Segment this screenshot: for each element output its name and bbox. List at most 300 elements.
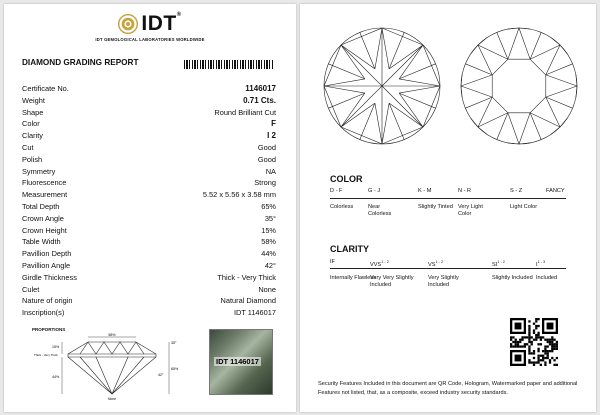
qr-module — [521, 339, 523, 341]
spec-value: Thick - Very Thick — [217, 272, 276, 282]
color-description-text: Colorless — [330, 204, 354, 210]
prop-girdle-label: Thick - Very Thick — [34, 353, 58, 357]
prop-total-depth-label: 65% — [171, 367, 179, 371]
qr-module — [551, 357, 553, 359]
logo-text: IDT® — [141, 12, 182, 35]
facet-line — [399, 79, 440, 86]
qr-module — [544, 361, 546, 363]
qr-module — [544, 348, 546, 350]
spec-value: Good — [257, 154, 276, 164]
spec-value: Strong — [254, 178, 276, 188]
prop-table-label: 58% — [108, 333, 116, 337]
qr-module — [547, 341, 549, 343]
facet-line — [546, 97, 560, 127]
qr-module — [528, 352, 530, 354]
color-description — [330, 204, 366, 211]
qr-module — [535, 361, 537, 363]
spec-row — [22, 177, 276, 189]
qr-module — [528, 339, 530, 341]
prop-pavilion-depth-label: 44% — [52, 375, 60, 379]
clarity-description-text: Slightly Included — [492, 275, 533, 281]
color-grade-text: FANCY — [546, 188, 565, 194]
qr-module — [531, 361, 533, 363]
spec-value: 42° — [264, 260, 276, 270]
clarity-grade-text: SI — [492, 261, 498, 268]
qr-module — [547, 339, 549, 341]
qr-module — [510, 336, 512, 338]
color-description — [510, 204, 546, 211]
spec-row — [22, 272, 276, 284]
facet-line — [497, 32, 508, 59]
qr-module — [542, 355, 544, 357]
qr-module — [528, 341, 530, 343]
color-scale-divider — [330, 198, 566, 199]
spec-label: Pavillion Angle — [22, 260, 71, 270]
qr-code[interactable] — [510, 318, 558, 366]
spec-label: Total Depth — [22, 201, 60, 211]
qr-module — [528, 336, 530, 338]
qr-module — [542, 357, 544, 359]
qr-module — [531, 336, 533, 338]
spec-row — [22, 295, 276, 307]
qr-module — [512, 336, 514, 338]
qr-module — [524, 343, 526, 345]
facet-line — [324, 79, 365, 86]
qr-module — [521, 336, 523, 338]
qr-module — [528, 329, 530, 331]
qr-module — [537, 332, 539, 334]
qr-module — [551, 341, 553, 343]
qr-module — [544, 339, 546, 341]
qr-module — [515, 341, 517, 343]
color-grade — [458, 188, 502, 195]
qr-module — [533, 352, 535, 354]
qr-module — [544, 350, 546, 352]
facet-line — [478, 127, 487, 134]
qr-module — [537, 361, 539, 363]
qr-module — [540, 355, 542, 357]
qr-module — [524, 345, 526, 347]
qr-module — [512, 345, 514, 347]
spec-label: Culet — [22, 284, 40, 294]
color-description-text: Near Colorless — [368, 204, 392, 217]
spec-row — [22, 142, 276, 154]
qr-module — [537, 334, 539, 336]
clarity-description-text: Very Very Slightly Included — [370, 275, 414, 288]
spec-row — [22, 213, 276, 225]
qr-module — [549, 361, 551, 363]
spec-row — [22, 236, 276, 248]
qr-module — [540, 339, 542, 341]
facet-line — [478, 97, 492, 127]
spec-label: Table Width — [22, 237, 61, 247]
spec-value: Good — [257, 142, 276, 152]
qr-module — [535, 339, 537, 341]
clarity-grade-text: VS — [428, 261, 436, 268]
facet-line — [461, 86, 492, 97]
barcode — [184, 60, 274, 69]
qr-module — [535, 325, 537, 327]
qr-module — [549, 350, 551, 352]
facet-line — [478, 38, 487, 45]
color-description — [458, 204, 494, 218]
qr-module — [537, 357, 539, 359]
qr-module — [547, 357, 549, 359]
qr-module — [528, 332, 530, 334]
qr-module — [537, 318, 539, 320]
prop-culet-label: None — [107, 397, 117, 401]
qr-module — [531, 341, 533, 343]
facet-line — [508, 113, 519, 144]
pavilion-plot-diagram — [457, 24, 581, 148]
qr-module — [547, 352, 549, 354]
qr-module — [528, 359, 530, 361]
qr-module — [551, 348, 553, 350]
clarity-grade-text: IF — [330, 259, 335, 265]
qr-module — [535, 320, 537, 322]
spec-label: Weight — [22, 95, 45, 105]
qr-module — [553, 348, 555, 350]
qr-module — [512, 341, 514, 343]
security-footer: Security Features Included in this document are QR Code, Hologram, Watermarked paper and additional Features not listed, that, as a composite, exceed industry security standards. — [318, 381, 578, 396]
logo-subtitle: IDT GEMOLOGICAL LABORATORIES WORLDWIDE — [95, 37, 205, 42]
spec-value: 58% — [261, 237, 276, 247]
qr-module — [526, 336, 528, 338]
spec-row — [22, 225, 276, 237]
color-description-text: Very Light Color — [458, 204, 483, 217]
facet-line — [341, 86, 382, 127]
qr-module — [547, 345, 549, 347]
color-grade — [546, 188, 590, 195]
qr-module — [535, 327, 537, 329]
qr-module — [556, 357, 558, 359]
spec-label: Certificate No. — [22, 84, 69, 93]
facet-line — [382, 103, 389, 144]
spec-value: F — [271, 119, 276, 129]
qr-module — [542, 336, 544, 338]
spec-row — [22, 154, 276, 166]
facet-line — [478, 45, 492, 75]
qr-module — [537, 350, 539, 352]
qr-module — [551, 339, 553, 341]
prop-crown-height-label: 15% — [52, 345, 60, 349]
qr-module — [531, 343, 533, 345]
facet-line — [471, 118, 478, 127]
facet-line — [551, 127, 560, 134]
qr-module — [549, 339, 551, 341]
qr-module — [540, 359, 542, 361]
facet-line — [530, 113, 560, 127]
qr-module — [528, 327, 530, 329]
spec-value: NA — [265, 166, 276, 176]
qr-module — [510, 345, 512, 347]
qr-module — [533, 361, 535, 363]
qr-module — [549, 343, 551, 345]
facet-line — [546, 97, 573, 108]
hologram-image — [209, 329, 273, 395]
qr-module — [540, 336, 542, 338]
facet-line — [341, 45, 382, 86]
facet-line — [546, 45, 560, 75]
color-description-text: Light Color — [510, 204, 538, 210]
spec-value: Round Brilliant Cut — [214, 107, 276, 117]
spec-row — [22, 130, 276, 142]
qr-module — [533, 339, 535, 341]
facet-line — [382, 28, 389, 69]
spec-row — [22, 284, 276, 296]
color-grade-text: K - M — [418, 188, 432, 194]
color-scale-title: COLOR — [330, 174, 363, 184]
clarity-grade-sup: 1 - 2 — [435, 260, 444, 264]
facet-line — [551, 38, 560, 45]
spec-label: Shape — [22, 107, 44, 117]
spec-row — [22, 248, 276, 260]
color-grade — [418, 188, 462, 195]
qr-module — [521, 345, 523, 347]
spec-value: 0.71 Cts. — [243, 95, 276, 105]
hologram-label: IDT 1146017 — [216, 357, 259, 366]
clarity-description — [428, 275, 476, 289]
specs-table — [22, 83, 276, 319]
spec-value: 35° — [264, 213, 276, 223]
qr-module — [553, 343, 555, 345]
clarity-description-text: Very Slightly Included — [428, 275, 459, 288]
qr-module — [533, 364, 535, 366]
qr-module — [542, 359, 544, 361]
spec-label: Cut — [22, 142, 34, 152]
clarity-grade-text: VVS — [370, 261, 382, 268]
facet-line — [530, 97, 546, 113]
qr-module — [510, 339, 512, 341]
facet-line — [530, 45, 560, 59]
spec-row — [22, 95, 276, 107]
spec-label: Inscription(s) — [22, 308, 65, 318]
facet-line — [382, 86, 423, 127]
spec-label: Fluorescence — [22, 178, 67, 188]
facet-line — [492, 97, 508, 113]
spec-label: Clarity — [22, 131, 43, 141]
spec-label: Crown Angle — [22, 213, 64, 223]
qr-module — [556, 343, 558, 345]
qr-module — [540, 343, 542, 345]
spec-value: 44% — [261, 249, 276, 259]
qr-finder — [515, 323, 522, 330]
qr-module — [533, 357, 535, 359]
facet-line — [508, 28, 519, 59]
qr-module — [549, 359, 551, 361]
color-grade-text: N - R — [458, 188, 472, 194]
qr-module — [537, 348, 539, 350]
facet-line — [465, 97, 492, 108]
facet-line — [375, 28, 382, 69]
qr-module — [515, 345, 517, 347]
qr-module — [544, 364, 546, 366]
qr-module — [537, 325, 539, 327]
qr-module — [519, 345, 521, 347]
report-title: DIAMOND GRADING REPORT — [22, 58, 139, 67]
clarity-grade-sup: 1 - 3 — [537, 260, 546, 264]
facet-line — [492, 59, 508, 75]
qr-module — [510, 343, 512, 345]
qr-module — [528, 350, 530, 352]
clarity-description-text: Internally Flawless — [330, 275, 377, 281]
spec-row — [22, 107, 276, 119]
qr-module — [531, 352, 533, 354]
prop-crown-angle-label: 35° — [171, 341, 177, 345]
qr-module — [540, 364, 542, 366]
clarity-grade-sup: 1 - 2 — [497, 260, 505, 264]
qr-finder — [547, 323, 554, 330]
spec-row — [22, 260, 276, 272]
qr-module — [533, 350, 535, 352]
clarity-description — [536, 275, 584, 282]
qr-module — [517, 341, 519, 343]
spec-row — [22, 189, 276, 201]
spec-value: 65% — [261, 201, 276, 211]
spec-label: Pavillion Depth — [22, 249, 72, 259]
facet-line — [519, 113, 530, 144]
clarity-grade-sup: 1 - 2 — [381, 260, 389, 264]
color-grade-text: D - F — [330, 188, 343, 194]
qr-module — [528, 348, 530, 350]
qr-module — [537, 355, 539, 357]
spec-label: Crown Height — [22, 225, 67, 235]
qr-module — [537, 336, 539, 338]
qr-module — [556, 364, 558, 366]
qr-module — [537, 343, 539, 345]
color-grade-text: G - J — [368, 188, 381, 194]
qr-module — [526, 343, 528, 345]
color-description-text: Slightly Tinted — [418, 204, 453, 210]
facet-line — [471, 45, 478, 54]
spec-value: 5.52 x 5.56 x 3.58 mm — [202, 190, 276, 200]
qr-module — [553, 345, 555, 347]
spec-value: 1146017 — [245, 84, 276, 93]
qr-module — [515, 339, 517, 341]
spec-label: Color — [22, 119, 40, 129]
facet-line — [546, 75, 577, 86]
qr-module — [528, 345, 530, 347]
facet-line — [382, 45, 423, 86]
spec-value: I 2 — [267, 131, 276, 141]
qr-module — [528, 325, 530, 327]
spec-value: Natural Diamond — [220, 296, 276, 306]
qr-module — [553, 364, 555, 366]
spec-label: Nature of origin — [22, 296, 73, 306]
qr-module — [556, 341, 558, 343]
clarity-scale-title: CLARITY — [330, 244, 369, 254]
facet-line — [461, 75, 492, 86]
color-grade-text: S - Z — [510, 188, 523, 194]
qr-module — [542, 350, 544, 352]
qr-module — [519, 339, 521, 341]
spec-label: Girdle Thickness — [22, 272, 77, 282]
spec-row — [22, 201, 276, 213]
facet-line — [478, 45, 508, 59]
qr-module — [553, 359, 555, 361]
facet-line — [560, 45, 567, 54]
idt-seal-icon — [118, 14, 138, 34]
color-grade — [368, 188, 412, 195]
facet-line — [375, 103, 382, 144]
qr-module — [535, 318, 537, 320]
clarity-description-text: Included — [536, 275, 558, 281]
qr-module — [544, 357, 546, 359]
qr-module — [517, 343, 519, 345]
facet-line — [546, 86, 577, 97]
qr-module — [556, 348, 558, 350]
diamond-profile — [68, 342, 156, 394]
facet-line — [465, 64, 492, 75]
qr-module — [549, 341, 551, 343]
spec-label: Measurement — [22, 190, 68, 200]
spec-row — [22, 307, 276, 319]
spec-value: IDT 1146017 — [233, 308, 276, 318]
qr-module — [537, 359, 539, 361]
qr-module — [535, 336, 537, 338]
color-description — [368, 204, 404, 218]
spec-row — [22, 166, 276, 178]
spec-value: None — [258, 284, 276, 294]
facet-line — [478, 113, 508, 127]
facet-line — [530, 32, 541, 59]
qr-module — [551, 345, 553, 347]
crown-plot-diagram — [320, 24, 444, 148]
spec-value: 15% — [261, 225, 276, 235]
facet-line — [530, 113, 541, 140]
facet-line — [324, 86, 365, 93]
spec-label: Symmetry — [22, 166, 56, 176]
report-left-page — [4, 4, 296, 412]
facet-line — [519, 28, 530, 59]
qr-module — [551, 350, 553, 352]
proportions-diagram — [32, 332, 192, 402]
color-description — [418, 204, 454, 211]
proportions-title: PROPORTIONS — [32, 327, 66, 332]
facet-line — [560, 118, 567, 127]
facet-line — [546, 64, 573, 75]
qr-module — [553, 339, 555, 341]
clarity-grade-text: I — [536, 261, 538, 268]
qr-module — [533, 329, 535, 331]
qr-module — [544, 352, 546, 354]
prop-pavilion-angle-label: 42° — [158, 373, 164, 377]
qr-finder — [515, 355, 522, 362]
qr-module — [556, 345, 558, 347]
qr-module — [524, 336, 526, 338]
qr-module — [528, 334, 530, 336]
qr-module — [551, 343, 553, 345]
clarity-description — [370, 275, 418, 289]
clarity-description — [492, 275, 540, 282]
qr-module — [533, 332, 535, 334]
spec-row — [22, 118, 276, 130]
qr-module — [528, 320, 530, 322]
idt-logo — [4, 12, 296, 42]
report-right-page — [300, 4, 596, 412]
qr-module — [544, 345, 546, 347]
qr-module — [547, 350, 549, 352]
spec-label: Polish — [22, 154, 43, 164]
qr-module — [528, 361, 530, 363]
qr-module — [535, 334, 537, 336]
qr-module — [515, 343, 517, 345]
qr-module — [547, 355, 549, 357]
clarity-scale-divider — [330, 268, 566, 269]
qr-module — [519, 341, 521, 343]
facet-line — [530, 59, 546, 75]
facet-line — [399, 86, 440, 93]
